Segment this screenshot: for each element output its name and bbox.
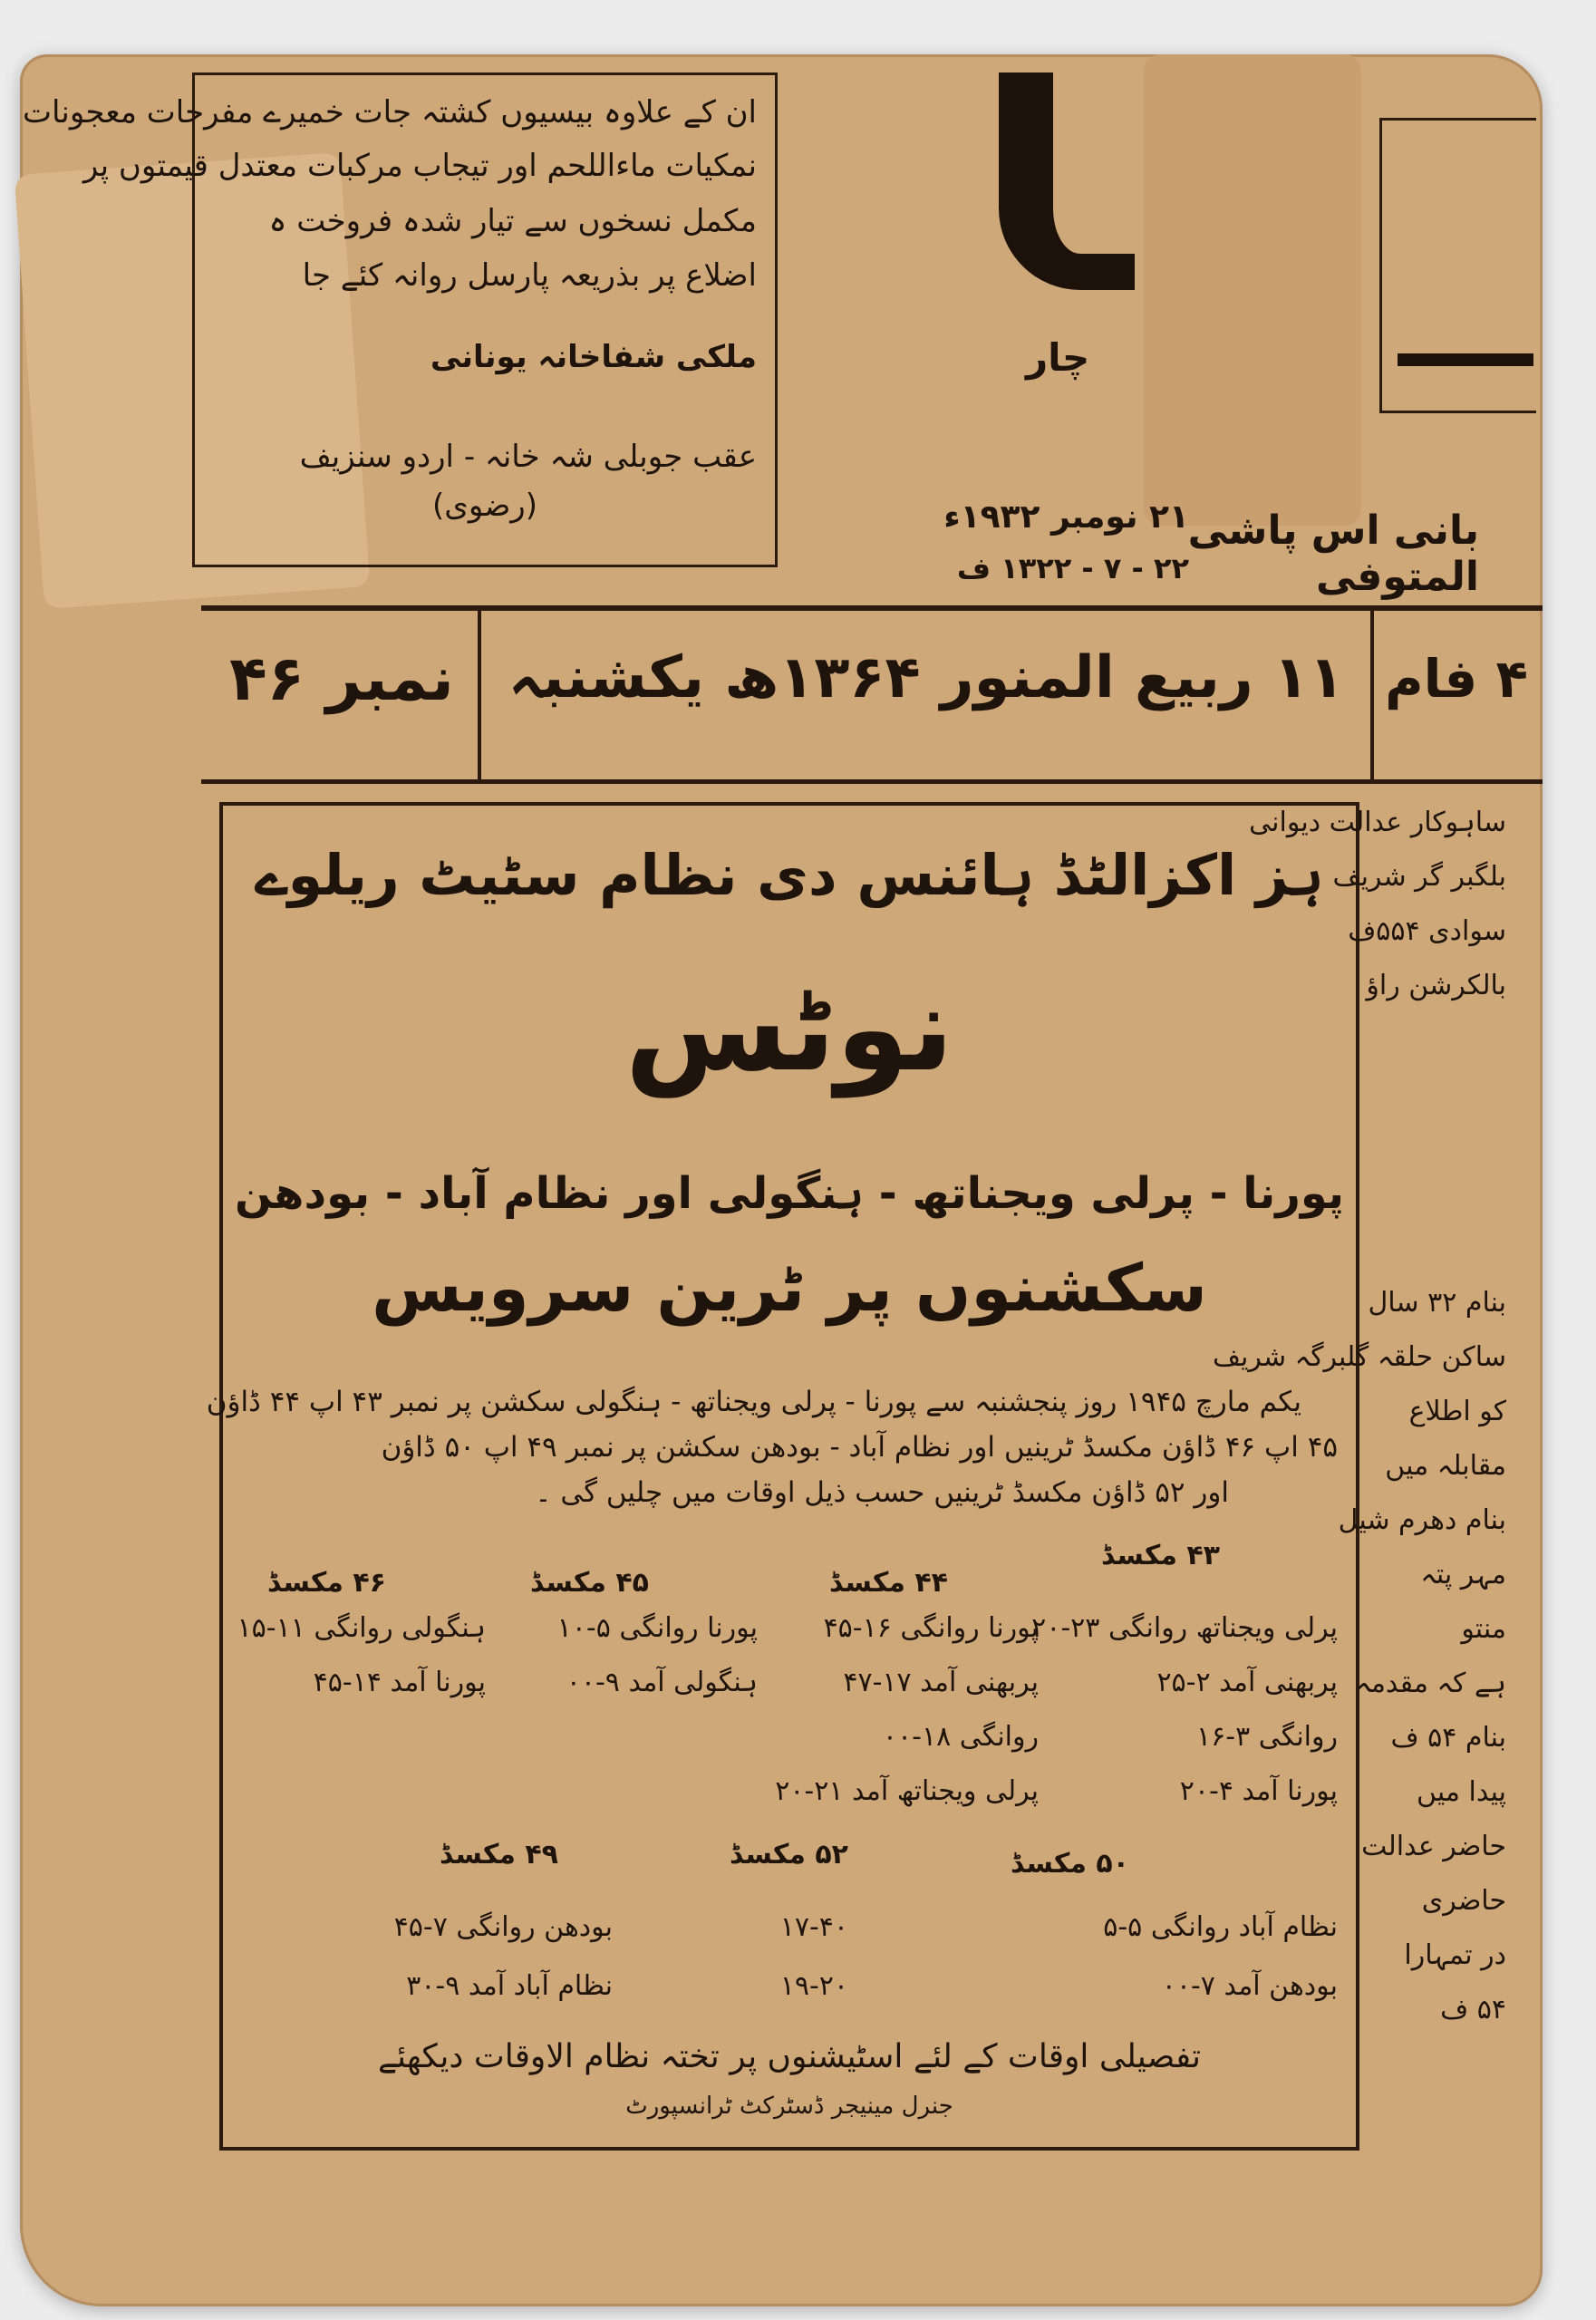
ad-tag: (رضوی) <box>432 488 537 524</box>
table1-header: ۴۴ مکسڈ <box>829 1567 948 1599</box>
table1-cell: روانگی ۳-۱۶ <box>1196 1721 1338 1753</box>
torn-paper-patch <box>1144 54 1361 526</box>
side-line: ۵۴ ف <box>1440 1994 1506 2025</box>
ad-line: نمکیات ماءاللحم اور تیجاب مرکبات معتدل قیمتوں پر <box>82 148 757 184</box>
masthead-date-gregorian: ۲۱ نومبر ۱۹۳۲ء <box>943 498 1189 536</box>
newspaper-page <box>20 54 1543 2306</box>
ad-address: عقب جوبلی شہ خانہ - اردو سنزیف <box>299 439 757 475</box>
table1-cell: پربھنی آمد ۱۷-۴۷ <box>843 1667 1039 1698</box>
table1-header: ۴۵ مکسڈ <box>530 1567 649 1599</box>
table1-cell: پربھنی آمد ۲-۲۵ <box>1156 1667 1338 1698</box>
ad-line: ان کے علاوہ بیسیوں کشتہ جات خمیرے مفرحات معجونات <box>23 94 757 130</box>
side-line: کو اطلاع <box>1408 1396 1506 1427</box>
railway-notice <box>206 802 1359 2151</box>
side-line: حاضر عدالت <box>1361 1831 1506 1862</box>
notice-body-line: اور ۵۲ ڈاؤن مکسڈ ٹرینیں حسب ذیل اوقات میں چلیں گی ۔ <box>535 1476 1229 1509</box>
table1-cell: پرلی ویجناتھ آمد ۲۱-۲۰ <box>775 1775 1039 1807</box>
ad-line: مکمل نسخوں سے تیار شدہ فروخت ہ <box>268 203 757 239</box>
side-line: بنام دھرم شیل <box>1338 1504 1506 1536</box>
header-bottom-rule <box>201 779 1543 784</box>
ad-business-name: ملکی شفاخانہ یونانی <box>430 339 757 375</box>
table2-cell: ۱۷-۴۰ <box>779 1911 848 1943</box>
masthead-subtitle: چار <box>1026 335 1090 380</box>
issue-number: نمبر ۴۶ <box>229 643 454 715</box>
masthead-right-bar <box>1398 353 1533 366</box>
side-line: بنام ۵۴ ف <box>1390 1722 1506 1754</box>
side-line: پیدا میں <box>1417 1776 1506 1808</box>
side-line: ساہوکار عدالت دیوانی <box>1249 807 1506 838</box>
side-line: در تمہارا <box>1404 1939 1506 1971</box>
header-top-rule <box>201 605 1543 611</box>
table1-cell: پورنا روانگی ۱۶-۴۵ <box>823 1612 1039 1644</box>
table2-cell: ۱۹-۲۰ <box>779 1970 848 2002</box>
table1-cell: پورنا روانگی ۵-۱۰ <box>556 1612 758 1644</box>
notice-signature: جنرل مینیجر ڈسٹرکٹ ٹرانسپورٹ <box>625 2093 953 2120</box>
table2-header: ۴۹ مکسڈ <box>440 1839 558 1870</box>
masthead-right-box <box>1379 118 1536 413</box>
ad-line: اضلاع پر بذریعہ پارسل روانہ کئے جا <box>302 257 757 294</box>
header-divider <box>478 609 481 781</box>
notice-body-line: یکم مارچ ۱۹۴۵ روز پنجشنبہ سے پورنا - پرلی ویجناتھ - ہنگولی سکشن پر نمبر ۴۳ اپ ۴۴ ڈاؤن <box>206 1386 1301 1418</box>
notice-body-line: ۴۵ اپ ۴۶ ڈاؤن مکسڈ ٹرینیں اور نظام آباد - بودھن سکشن پر نمبر ۴۹ اپ ۵۰ ڈاؤن <box>381 1431 1338 1464</box>
header-divider <box>1370 609 1374 781</box>
side-line: بالکرشن راؤ <box>1366 970 1506 1001</box>
side-line: منتو <box>1461 1613 1506 1645</box>
table2-cell: نظام آباد آمد ۹-۳۰ <box>406 1970 613 2002</box>
table2-cell: بودھن روانگی ۷-۴۵ <box>393 1911 613 1943</box>
table1-cell: روانگی ۱۸-۰۰ <box>882 1721 1039 1753</box>
side-line: حاضری <box>1421 1885 1506 1917</box>
side-line: سوادی ۵۵۴ف <box>1348 915 1506 947</box>
table1-cell: پورنا آمد ۱۴-۴۵ <box>313 1667 486 1698</box>
side-line: بنام ۳۲ سال <box>1368 1287 1506 1319</box>
notice-route: پورنا - پرلی ویجناتھ - ہنگولی اور نظام آباد - بودھن <box>234 1168 1345 1219</box>
side-line: مقابلہ میں <box>1385 1450 1506 1482</box>
notice-title: نوٹس <box>624 960 954 1097</box>
masthead-logo-fragment <box>999 72 1135 290</box>
table2-cell: نظام آباد روانگی ۵-۵ <box>1103 1911 1338 1943</box>
top-advertisement <box>23 72 778 567</box>
notice-footer: تفصیلی اوقات کے لئے اسٹیشنوں پر تختہ نظام الاوقات دیکھئے <box>377 2038 1202 2075</box>
table1-cell: ہنگولی روانگی ۱۱-۱۵ <box>237 1612 486 1644</box>
side-line: مہر پتہ <box>1420 1559 1506 1590</box>
masthead-founder-line: بانی اس پاشی المتوفی <box>1187 508 1479 600</box>
masthead-date-fasli: ۲۲ - ۷ - ۱۳۲۲ ف <box>956 551 1189 585</box>
table1-header: ۴۶ مکسڈ <box>267 1567 386 1599</box>
table2-header: ۵۰ مکسڈ <box>1011 1848 1129 1880</box>
side-line: بلگبر گر شریف <box>1332 861 1506 893</box>
table1-cell: پرلی ویجناتھ روانگی ۲۳-۲۰ <box>1031 1612 1338 1644</box>
table2-cell: بودھن آمد ۷-۰۰ <box>1161 1970 1338 2002</box>
header-prefix: ۴ فام <box>1385 648 1528 710</box>
notice-subtitle: سکشنوں پر ٹرین سرویس <box>372 1250 1207 1326</box>
table1-header: ۴۳ مکسڈ <box>1101 1540 1220 1571</box>
side-line: ساکن حلقہ گلبرگہ شریف <box>1212 1341 1506 1373</box>
table1-cell: ہنگولی آمد ۹-۰۰ <box>566 1667 758 1698</box>
header-date: ۱۱ ربیع المنور ۱۳۶۴ھ یکشنبہ <box>508 644 1345 711</box>
notice-headline: ہز اکزالٹڈ ہائنس دی نظام سٹیٹ ریلوے <box>255 842 1324 908</box>
side-line: ہے کہ مقدمہ <box>1355 1668 1506 1699</box>
table2-header: ۵۲ مکسڈ <box>730 1839 848 1870</box>
table1-cell: پورنا آمد ۴-۲۰ <box>1179 1775 1338 1807</box>
